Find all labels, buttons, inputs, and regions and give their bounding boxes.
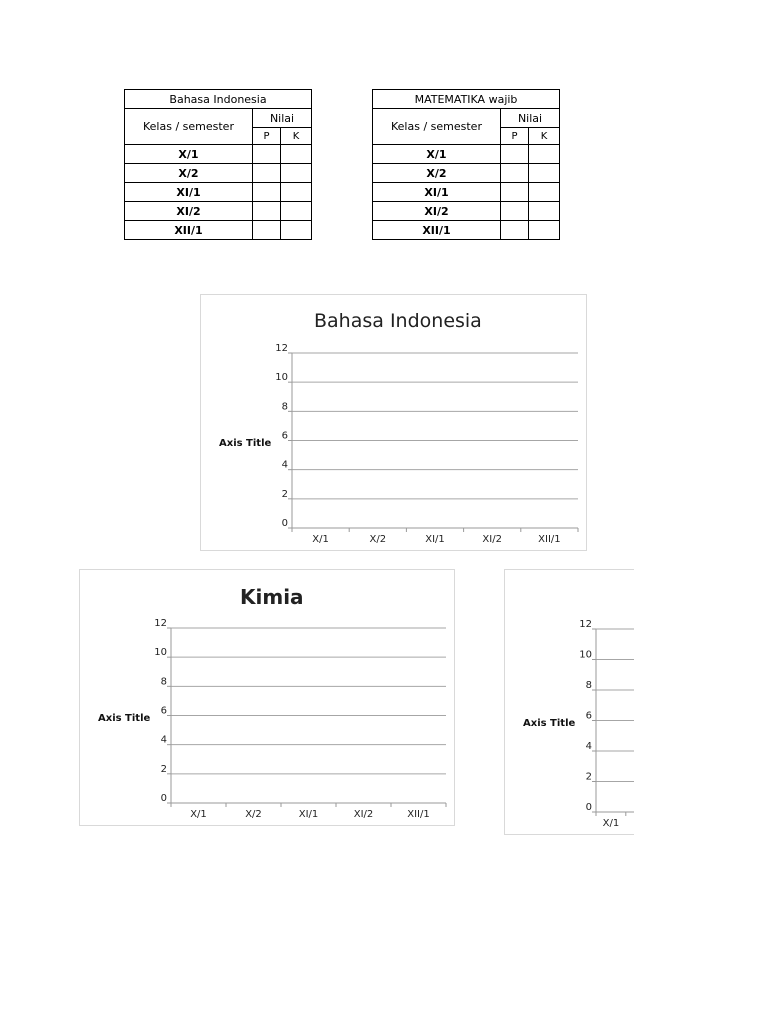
y-tick-label: 4 [281,459,288,471]
y-tick-label: 8 [281,401,288,413]
kelas-semester-header: Kelas / semester [125,109,253,145]
p-header: P [253,128,281,145]
y-tick-label: 8 [160,676,167,688]
y-tick-label: 10 [579,649,592,661]
k-cell [529,145,560,164]
row-label: X/1 [373,145,501,164]
k-cell [529,164,560,183]
k-cell [281,164,312,183]
y-axis-title: Axis Title [523,718,576,729]
grade-table-matematika-wajib [372,89,560,240]
x-tick-label: X/1 [190,809,207,820]
k-cell [281,145,312,164]
y-tick-label: 4 [585,741,592,752]
table-title: Bahasa Indonesia [125,90,312,109]
k-cell [529,202,560,221]
x-tick-label: X/1 [312,534,329,545]
p-cell [501,221,529,240]
chart-kimia [79,569,455,826]
y-tick-label: 10 [275,372,288,384]
y-tick-label: 2 [160,763,167,775]
chart-bahasa-indonesia [200,294,587,551]
k-header: K [529,128,560,145]
y-tick-label: 12 [579,619,592,630]
y-tick-label: 0 [585,802,592,813]
nilai-header: Nilai [501,109,560,128]
y-tick-label: 12 [154,618,167,629]
row-label: XI/1 [373,183,501,202]
grade-table-bahasa-indonesia [124,89,312,240]
k-header: K [281,128,312,145]
x-tick-label: X/1 [602,818,620,829]
nilai-header: Nilai [253,109,312,128]
x-tick-label: XII/1 [407,809,430,820]
row-label: XI/2 [373,202,501,221]
y-tick-label: 4 [160,734,167,746]
kelas-semester-header: Kelas / semester [373,109,501,145]
row-label: XII/1 [373,221,501,240]
row-label: X/2 [373,164,501,183]
y-tick-label: 8 [585,680,592,691]
p-cell [501,183,529,202]
row-label: X/1 [125,145,253,164]
p-cell [253,202,281,221]
x-tick-label: XI/1 [298,809,319,820]
chart-title: Bahasa Indonesia [314,310,482,332]
x-tick-label: XI/1 [425,534,445,545]
y-tick-label: 10 [154,647,167,659]
p-cell [253,221,281,240]
k-cell [529,221,560,240]
k-cell [281,221,312,240]
p-header: P [501,128,529,145]
p-cell [501,164,529,183]
row-label: X/2 [125,164,253,183]
y-tick-label: 6 [160,705,167,717]
x-tick-label: XI/2 [482,534,502,545]
y-tick-label: 0 [281,518,288,529]
chart-partial [504,569,634,835]
x-tick-label: X/2 [245,809,262,820]
k-cell [529,183,560,202]
chart-title: Kimia [240,585,304,609]
chart-plot [201,295,586,550]
chart-plot [505,570,634,834]
table-title: MATEMATIKA wajib [373,90,560,109]
p-cell [501,145,529,164]
p-cell [253,183,281,202]
x-tick-label: XI/2 [353,809,374,820]
y-tick-label: 2 [281,488,288,500]
row-label: XII/1 [125,221,253,240]
chart-plot [80,570,454,825]
p-cell [253,145,281,164]
y-tick-label: 6 [281,430,288,442]
y-tick-label: 2 [585,771,592,783]
y-tick-label: 12 [275,343,288,354]
x-tick-label: XII/1 [538,534,561,545]
y-tick-label: 0 [160,793,167,804]
p-cell [501,202,529,221]
y-axis-title: Axis Title [98,713,151,724]
row-label: XI/2 [125,202,253,221]
k-cell [281,183,312,202]
row-label: XI/1 [125,183,253,202]
p-cell [253,164,281,183]
x-tick-label: X/2 [369,534,387,545]
y-axis-title: Axis Title [219,438,272,449]
k-cell [281,202,312,221]
y-tick-label: 6 [585,710,592,722]
